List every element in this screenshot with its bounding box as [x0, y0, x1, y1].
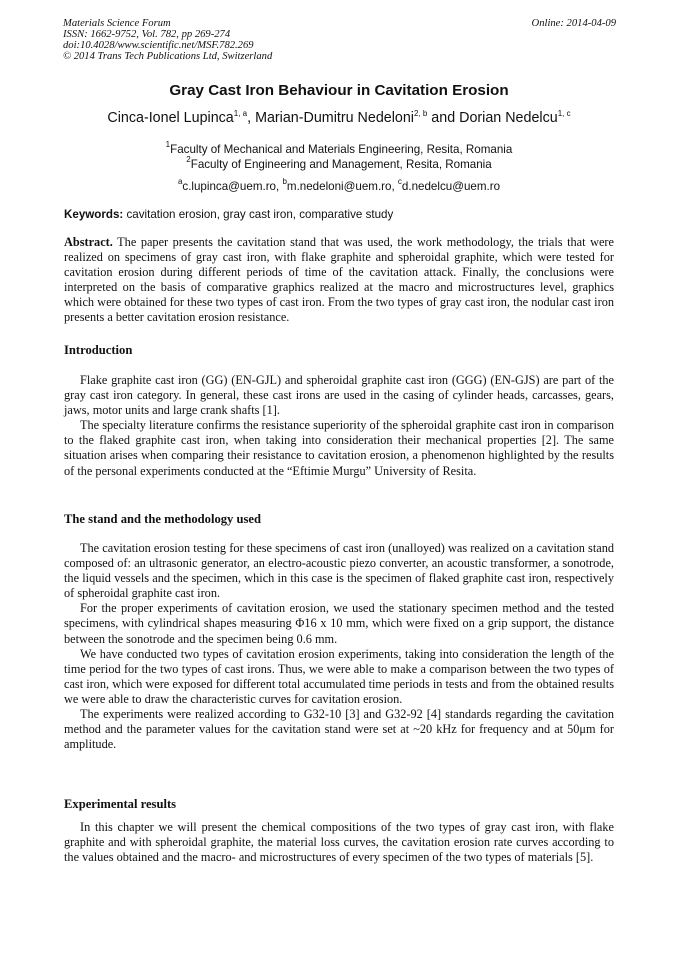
- journal-header: [63, 18, 272, 62]
- author-affiliation-mark: 1, c: [557, 109, 571, 118]
- author-affiliation-mark: 1, a: [233, 109, 248, 118]
- abstract-text: The paper presents the cavitation stand that was used, the work methodology, the trials that were realized on specimens of gray cast iron, with flake graphite and spheroidal graphite, which were tested for cavitation erosion during different periods of time of the cavitation attack. Finally, the conclusions were interpreted on the basis of comparative graphics realized at the macro and microstructures level, graphics which were obtained for these two types of cast iron. From the two types of gray cast iron, the nodular cast iron presents a better cavitation erosion resistance.: [64, 235, 614, 325]
- email-address: d.nedelcu@uem.ro: [401, 180, 501, 193]
- issn-line: ISSN: 1662-9752, Vol. 782, pp 269-274: [63, 29, 231, 40]
- abstract-paragraph: [64, 235, 614, 326]
- email-address: c.lupinca@uem.ro,: [182, 180, 283, 193]
- experimental-results-body: [64, 820, 614, 865]
- section-heading-experimental-results: Experimental results: [64, 797, 177, 811]
- paper-title: Gray Cast Iron Behaviour in Cavitation Erosion: [169, 82, 509, 99]
- paragraph: The specialty literature confirms the resistance superiority of the spheroidal graphite cast iron in comparison to the flaked graphite cast iron, when taking into consideration their mechanical properties [2]. The same situation arises when comparing their resistance to cavitation erosion, a phenomenon highlighted by the results of the personal experiments conducted at the “Eftimie Murgu” University of Resita.: [64, 418, 614, 478]
- paragraph: The experiments were realized according to G32-10 [3] and G32-92 [4] standards regarding the cavitation method and the parameter values for the cavitation stand were set at ~20 kHz for frequency and at 50μm for amplitude.: [64, 707, 614, 752]
- email-address: m.nedeloni@uem.ro,: [286, 180, 398, 193]
- keywords-line: [64, 208, 393, 221]
- author-separator: ,: [247, 110, 256, 126]
- paragraph: Flake graphite cast iron (GG) (EN-GJL) and spheroidal graphite cast iron (GGG) (EN-GJS) are part of the gray cast iron category. In general, these cast irons are used in the casing of cylinder heads, carcasses, gears, jaws, motor units and large crank shafts [1].: [64, 373, 614, 418]
- copyright-line: © 2014 Trans Tech Publications Ltd, Switzerland: [63, 51, 273, 62]
- author-name: Cinca-Ionel Lupinca: [107, 110, 234, 126]
- author-list: [0, 110, 678, 126]
- introduction-body: [64, 373, 614, 479]
- affiliation-text: Faculty of Engineering and Management, Resita, Romania: [190, 158, 492, 171]
- email-mark: a: [177, 177, 183, 186]
- email-list: [0, 177, 678, 193]
- keywords-text: cavitation erosion, gray cast iron, comparative study: [123, 208, 394, 221]
- affiliation-mark: 1: [165, 140, 171, 149]
- paragraph: The cavitation erosion testing for these specimens of cast iron (unalloyed) was realized on a cavitation stand composed of: an ultrasonic generator, an electro-acoustic piezo converter, an acoustic transformer, a sonotrode, the liquid vessels and the specimen, which in this case is the specimen of flaked graphite cast iron, respectively of spheroidal graphite cast iron.: [64, 541, 614, 601]
- online-date: Online: 2014-04-09: [531, 18, 616, 29]
- section-heading-introduction: Introduction: [64, 343, 133, 357]
- section-heading-stand-methodology: The stand and the methodology used: [64, 512, 261, 526]
- paragraph: For the proper experiments of cavitation erosion, we used the stationary specimen method and the tested specimens, with cylindrical shapes measuring Φ16 x 10 mm, which were fixed on a grip support, the distance between the sonotrode and the specimen being 0.6 mm.: [64, 601, 614, 646]
- abstract: [64, 235, 614, 326]
- affiliation-2: [0, 155, 678, 171]
- email-mark: b: [282, 177, 287, 186]
- doi-line: doi:10.4028/www.scientific.net/MSF.782.269: [63, 40, 254, 51]
- paragraph: We have conducted two types of cavitation erosion experiments, taking into consideration the length of the time period for the two types of cast irons. Thus, we were able to make a comparison between the two types of cast iron, which were exposed for different total accumulated time periods in tests and from the obtained results we were able to draw the characteristic curves for cavitation erosion.: [64, 646, 614, 706]
- journal-name: Materials Science Forum: [63, 18, 171, 29]
- author-name: Marian-Dumitru Nedeloni: [255, 110, 414, 126]
- abstract-label: Abstract.: [64, 235, 113, 249]
- paragraph: In this chapter we will present the chemical compositions of the two types of gray cast iron, with flake graphite and with spheroidal graphite, the material loss curves, the cavitation erosion rate curves according to the values obtained and the macro- and microstructures of every specimen of the two types of materials [5].: [64, 820, 614, 865]
- email-mark: c: [397, 177, 402, 186]
- author-name: Dorian Nedelcu: [459, 110, 558, 126]
- author-affiliation-mark: 2, b: [413, 109, 428, 118]
- stand-methodology-body: [64, 541, 614, 752]
- affiliation-1: [0, 140, 678, 156]
- affiliation-text: Faculty of Mechanical and Materials Engineering, Resita, Romania: [170, 143, 513, 156]
- author-separator: and: [427, 110, 460, 126]
- keywords-label: Keywords:: [64, 208, 124, 221]
- affiliation-mark: 2: [186, 155, 191, 164]
